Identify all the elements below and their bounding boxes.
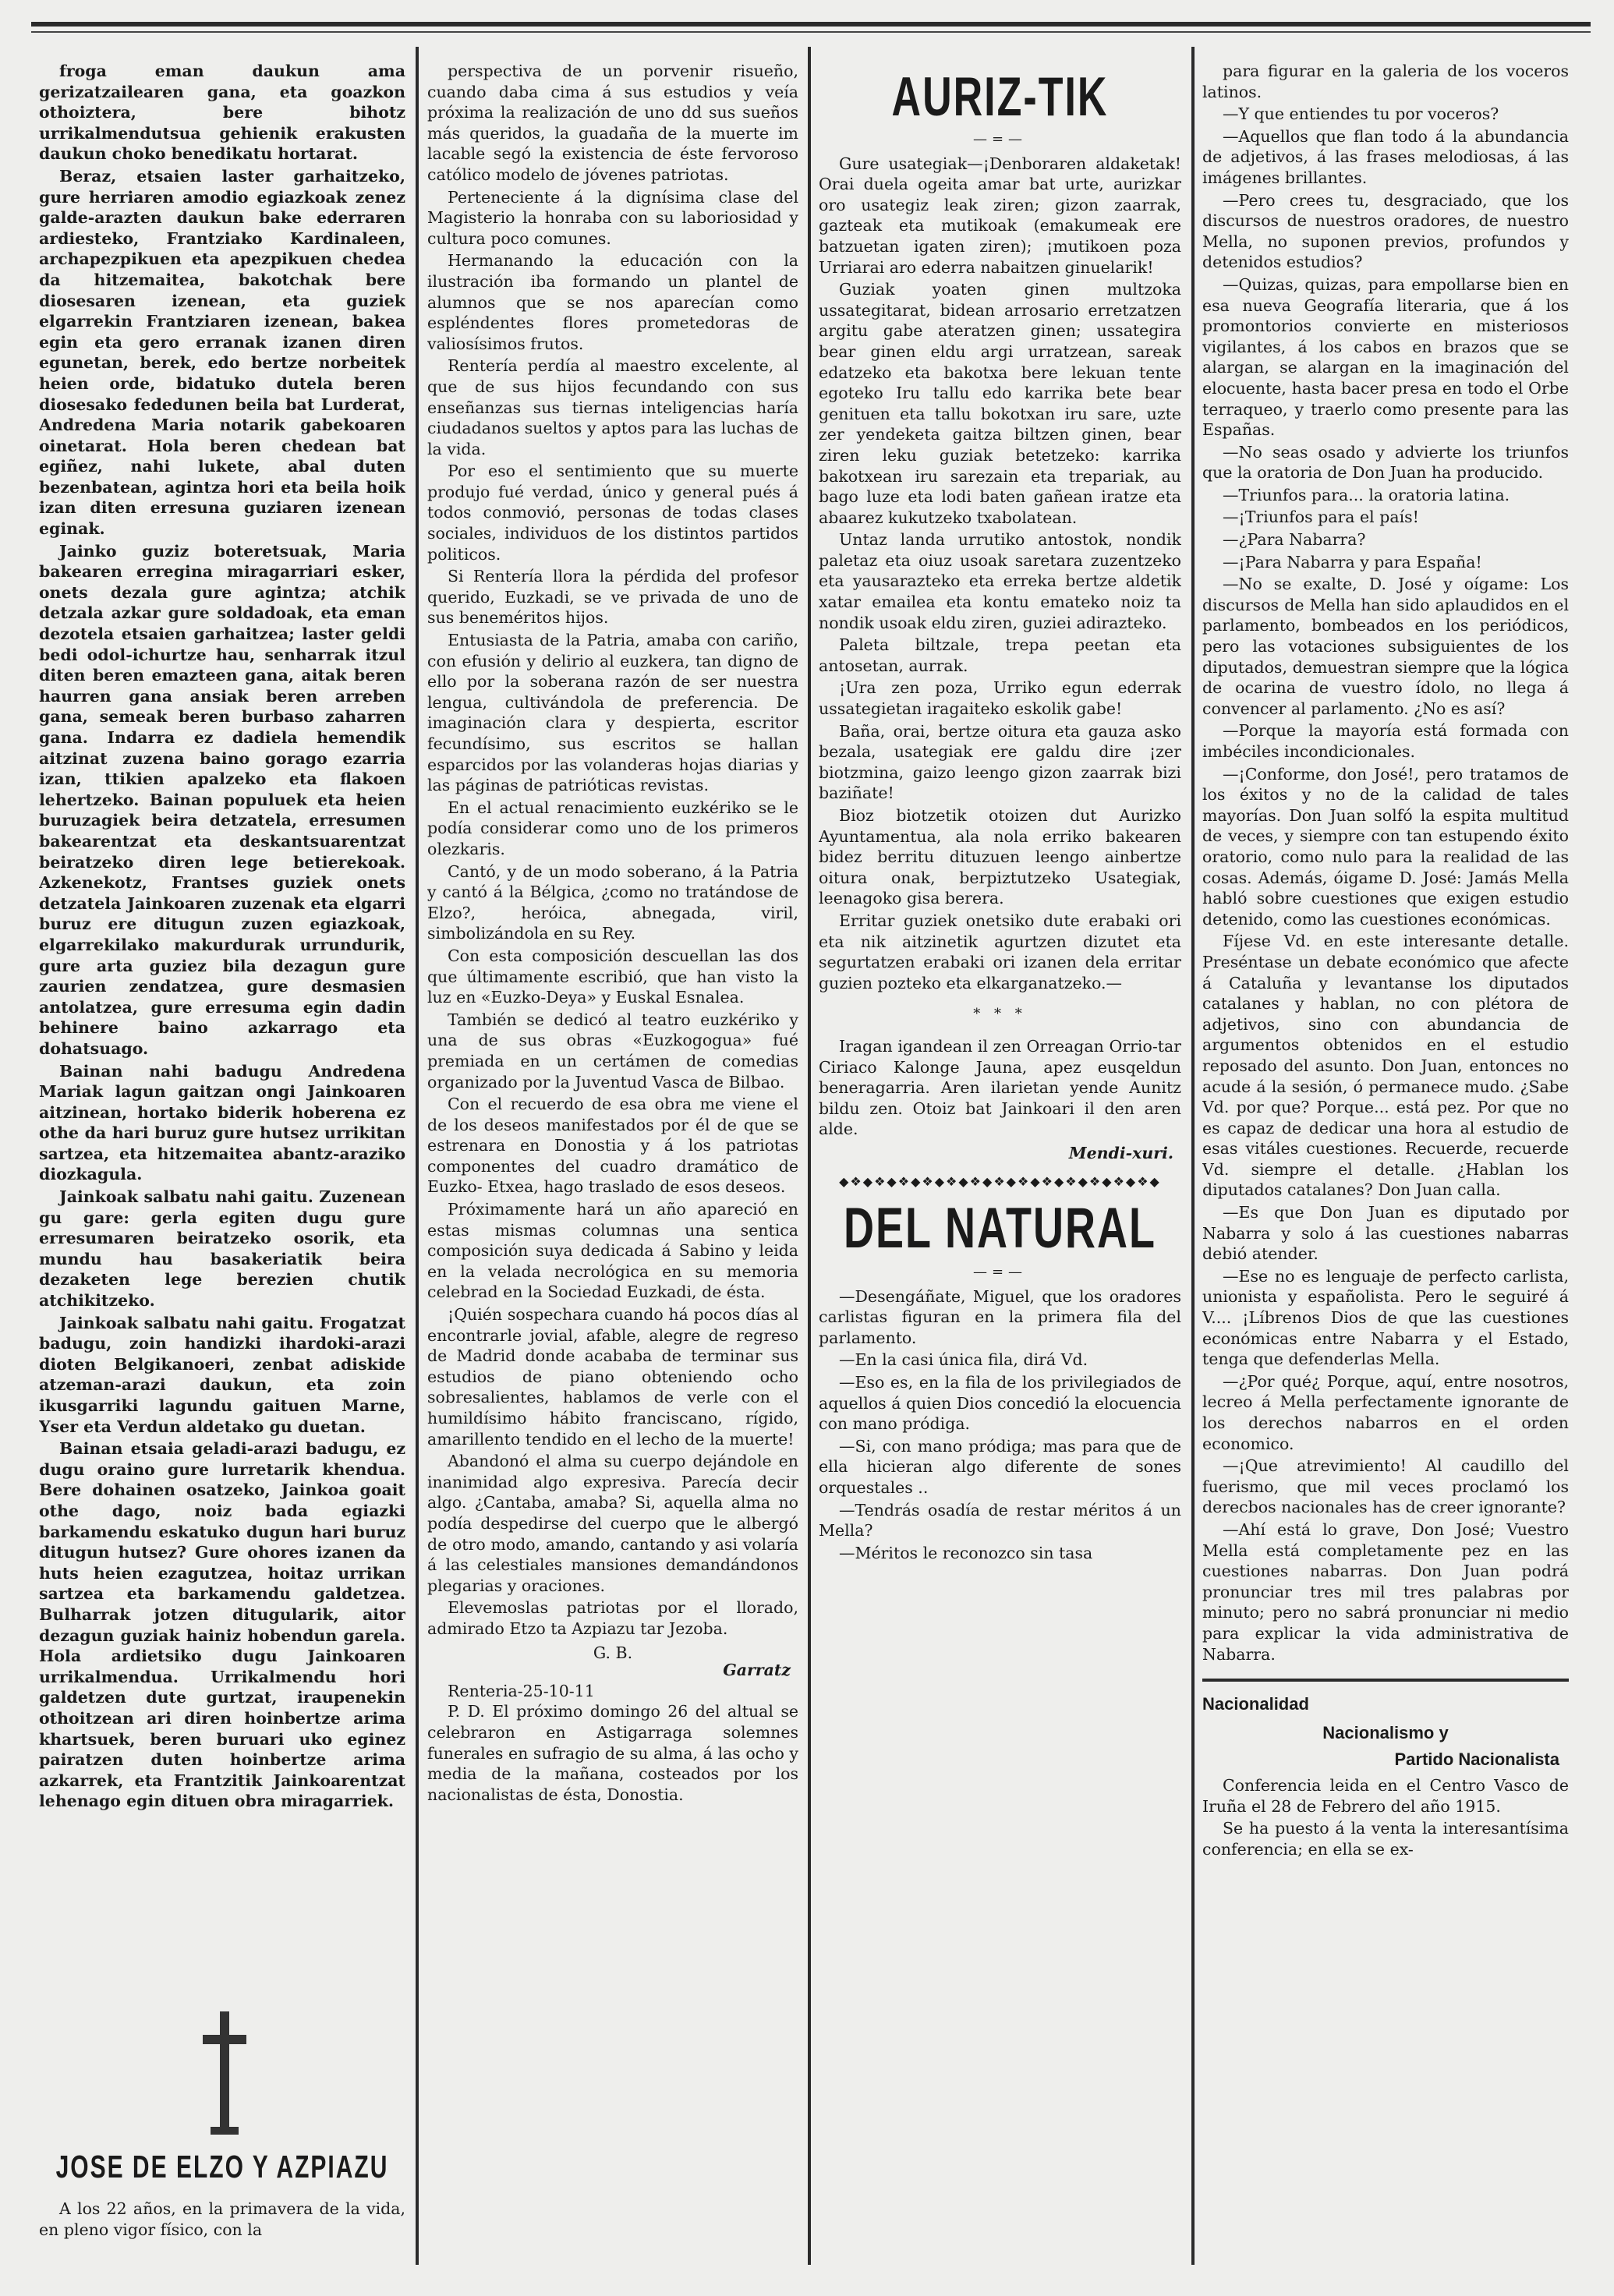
paragraph: Abandonó el alma su cuerpo dejándole en inanimidad algo expresiva. Parecía decir algo. ¿Cantaba, amaba? Si, aquella alma no podía despedirse del cuerpo que le albergó de otro modo, amando, cantando y asi volaría á las celestiales mansiones demandándonos plegarias y oraciones. [427,1452,798,1595]
dialogue-line: —En la casi única fila, dirá Vd. [839,1350,1088,1370]
column-rule-2 [808,47,811,2265]
paragraph: Bainan etsaia geladi-arazi badugu, ez dugu oraino gure lurretarik khendua. Bere dohainen osatzeko, Jainkoa goait othe dago, noiz bada egiazki barkamendu eskatuko dugun hari buruz ditugun hutsez? Gure ohores izanen da huts heien ezagutzea, hoitaz urrikan sartzea eta barkamendu galdetzea. Bulharrak jotzen ditugularik, aitor dezagun guziak hainiz hobendun garela. Hola ardietsiko dugu Jainkoaren urrikalmendua. Urrikalmendu hori galdetzen dute gurtzat, iraupenekin othoitzean ari diren hoinbertze arima khartsuek, beren buruari uko eginez pairatzen duten hoinbertze arima azkarrek, eta Frantzitik Jainkoarentzat lehenago egin dituen obra miragarriek. [39,1439,405,1811]
paragraph: froga eman daukun ama gerizatzailearen gana, eta goazkon othoiztera, bere bihotz urrikalmendutsua gehienik erakusten daukun choko benedikatu hortarat. [39,62,405,164]
paragraph: Baña, orai, bertze oitura eta gauza asko bezala, usategiak ere galdu dire ¡zer biotzmina, gaizo leengo gizon zaarrak bizi baziñate! [819,721,1181,803]
paragraph: También se dedicó al teatro euzkériko y una de sus obras «Euzkogogua» fué premiada en un certámen de comedias organizado por la Juventud Vasca de Bilbao. [427,1010,798,1091]
paragraph: Próximamente hará un año apareció en estas mismas columnas una sentica composición suya dedicada á Sabino y leida en la velada necrológica en su memoria celebrad en la Sociedad Euzkadi, de ésta. [427,1200,798,1302]
dialogue-line: —Triunfos para... la oratoria latina. [1223,485,1510,504]
paragraph: Iragan igandean il zen Orreagan Orrio-tar Ciriaco Kalonge Jauna, apez eusqeldun beneragarria. Aren ilarietan yende Aunitz bildu zen. Otoiz bat Jainkoari il den aren alde. [819,1036,1181,1139]
dialogue-line: —No seas osado y advierte los triunfos que la oratoria de Don Juan ha producido. [1202,442,1569,483]
obituary-initials: G. B. [593,1643,633,1662]
cross-icon [203,2011,250,2136]
dialogue-line: —No se exalte, D. José y oígame: Los discursos de Mella han sido aplaudidos en el parlamento, bombeados en los periódicos, pero las votaciones subsiguientes de los diputados, demuestran siempre que la lógica de ocarina de vuestro ídolo, no llega á convencer al parlamento. ¿No es así? [1202,575,1569,718]
paragraph: Por eso el sentimiento que su muerte produjo fué verdad, único y general pués á todos conmovió, personas de todas clases sociales, individuos de los distintos partidos politicos. [427,462,798,564]
paragraph: Hermanando la educación con la ilustración iba formando un plantel de alumnos que se nos aparecían como espléndentes flores prometedoras de valiosísimos frutos. [427,251,798,353]
dialogue-line: —Es que Don Juan es diputado por Nabarra y solo á las cuestiones nabarras debió atender. [1202,1203,1569,1264]
dialogue-line: para figurar en la galeria de los voceros latinos. [1202,62,1569,101]
dialogue-line: —Y que entiendes tu por voceros? [1223,104,1499,124]
paragraph: Rentería perdía al maestro excelente, al que de sus hijos fecundando con sus enseñanzas sus tiernas inteligencias haría ciudadanos sueltos y aptos para las luchas de la vida. [427,356,798,458]
auriz-tik-title: AURIZ-TIK [891,70,1109,129]
section-title-nacionalidad: Nacionalidad [1202,1694,1309,1714]
paragraph: Bainan nahi badugu Andredena Mariak lagun gaitzan ongi Jainkoaren aitzinean, hortako biderik hoberena ez othe da hari buruz gure hutsez urrikitan sartzea, eta hitzemaitea abantz-araziko diozkagula. [39,1061,405,1184]
paragraph: Se ha puesto á la venta la interesantísima conferencia; en ella se ex- [1202,1819,1569,1859]
column-2-obituary [427,61,798,2275]
section-rule [1202,1679,1569,1682]
title-divider-2: —=— [972,1264,1028,1281]
paragraph: Bioz biotzetik otoizen dut Aurizko Ayuntamentua, ala nola erriko bakearen bidez berritu dituzuen leengo ainbertze oitura onak, berpiztutzeko Usategiak, leenagoko gisa berera. [819,806,1181,908]
paragraph: Guziak yoaten ginen multzoka ussategitarat, bidean arrosario erretzatzen argitu gabe ateratzen ginen; ussategira bear ginen eldu argi urratzean, sareak edatzeko eta bakotxa bere lekuan tente egoteko Iru tallu edo karrika bete bear genituen eta tallu bokotxan iru sare, uzte zer yendeketa gaitza biltzen ginen, bear ziren leku guziak betetzeko: karrika bakotxean iru sarezain eta trepariak, au bago luze eta lodi baten gañean iratze eta abaarez kukutzeko txabolatean. [819,280,1181,527]
paragraph: Jainkoak salbatu nahi gaitu. Zuzenean gu gare: gerla egiten dugu gure erresumaren beiratzeko osorik, eta mundu hau basakeriatik beira dezaketen lege berezien chutik atchikitzeko. [39,1187,405,1311]
paragraph: Con esta composición descuellan las dos que últimamente escribió, que han visto la luz en «Euzko-Deya» y Euskal Esnalea. [427,946,798,1007]
paragraph: ¡Ura zen poza, Urriko egun ederrak ussategietan iragaiteko eskolik gabe! [819,678,1181,719]
dialogue-line: Fíjese Vd. en este interesante detalle. Preséntase un debate económico que afecte á Cataluña y levantanse los diputados catalanes y hablan, no con plétora de adjetivos, sino con abundancia de argumentos obtenidos en el estudio reposado del asunto. Don Juan, entonces no acude á la sesión, ó permanece mudo. ¿Sabe Vd. por que? Porque... está pez. Por que no es capaz de dedicar una hora al estudio de esas vitáles cuestiones. Recuerde, recuerde Vd. siempre el detalle. ¿Hablan los diputados catalanes? Don Juan calla. [1202,932,1569,1200]
dialogue-line: —Porque la mayoría está formada con imbéciles incondicionales. [1202,721,1569,761]
dialogue-line: —Méritos le reconozco sin tasa [839,1543,1093,1562]
dialogue-line: —¿Por qué¿ Porque, aquí, entre nosotros, lecreo á Mella perfectamente ignorante de los derechos nabarros en el orden economico. [1202,1371,1569,1453]
dialogue-line: —¿Para Nabarra? [1223,530,1366,550]
dialogue-line: —¡Que atrevimiento! Al caudillo del fuerismo, que mil veces proclamó los derecbos nacionales has de creer ignorante? [1202,1456,1569,1517]
paragraph: Cantó, y de un modo soberano, á la Patria y cantó á la Bélgica, ¿como no tratándose de Elzo?, heróica, abnegada, viril, simbolizándola en su Rey. [427,861,798,943]
paragraph: Elevemoslas patriotas por el llorado, admirado Etzo ta Azpiazu tar Jezoba. [427,1598,798,1638]
dialogue-line: —Eso es, en la fila de los privilegiados de aquellos á quien Dios concedió la elocuencia con mano pródiga. [819,1373,1181,1434]
dialogue-line: —Ese no es lenguaje de perfecto carlista, unionista y españolista. Pero le seguiré á V.... ¡Líbrenos Dios de que las cuestiones económicas entre Nabarra y el Estado, tenga que defenderlas Mella. [1202,1266,1569,1369]
paragraph: perspectiva de un porvenir risueño, cuando daba cima á sus estudios y veía próxima la realización de uno dd sus sueños más queridos, la guadaña de la muerte im lacable segó la existencia de éste fervoroso católico modelo de jóvenes patriotas. [427,62,798,184]
dialogue-line: —Desengáñate, Miguel, que los oradores carlistas figuran en la primera fila del parlamento. [819,1286,1181,1347]
dialogue-line: —Tendrás osadía de restar méritos á un Mella? [819,1500,1181,1541]
top-rule [31,22,1591,27]
auriz-signature: Mendi-xuri. [1068,1143,1173,1162]
paragraph: Entusiasta de la Patria, amaba con cariño, con efusión y delirio al euzkera, tan digno de ello por la soberana razón de ser nuestra lengua, cultivándola de preferencia. De imaginación clara y despierta, escritor fecundísimo, sus escritos se hallan esparcidos por las volanderas hojas diarias y las páginas de patrióticas revistas. [427,631,798,795]
paragraph: Jainko guziz boteretsuak, Maria bakearen erregina miragarriari esker, onets dezala gure agintza; atchik detzala azkar gure soldadoak, eta eman dezotela etsaien garhaitzea; laster geldi bedi odol-ichurtze hau, senharrak itzul diten beren emazteen gana, aitak beren haurren gana ansiak beren arreben gana, semeak beren burbaso zaharren gana. Indarra ez dadiela hemendik aitzinat zuzena baino gorago ezarria izan, ttikien apalzeko eta flakoen lehertzeko. Bainan populuek eta heien buruzagiek beira detzatela, erresumen bakearentzat eta deskantsuarentzat beiratzeko diren lege betierekoak. Azkenekotz, Frantses guziek onets detzatela Jainkoaren zuzenak eta elgarri buruz ere ditugun zuzen egiazkoak, elgarrekilako makurdurak urrundurik, gure arta guziez bila dezagun gure zaurien zendatzea, gure desmasien antolatzea, gure erresuma egin dadin behinere baino azkarrago eta dohatsuago. [39,541,405,1058]
paragraph: Jainkoak salbatu nahi gaitu. Frogatzat badugu, zoin handizki ihardoki-arazi dioten Belgikanoeri, zenbat adiskide atzeman-arazi daukun, eta zoin ikusgarriki lagundu gaituen Marne, Yser eta Verdun aldetako gu duetan. [39,1313,405,1436]
dialogue-line: —¡Conforme, don José!, pero tratamos de los éxitos y no de la calidad de tales mayorías. Don Juan solfó la espita multitud de veces, y siempre con tan estupendo éxito oratorio, como nulo para la realidad de las cosas. Además, óigame D. José: Jamás Mella habló sobre cuestiones que exigen estudio detenido, como las cuestiones económicas. [1202,764,1569,929]
elzo-title: JOSE DE ELZO Y AZPIAZU [55,2150,389,2185]
dialogue-line: —Ahí está lo grave, Don José; Vuestro Mella está completamente pez en las cuestiones nabarras. Don Juan podrá pronunciar tres mil tres palabras por minuto; pero no sabrá pronunciar ni medio para explicar la vida administrativa de Nabarra. [1202,1519,1569,1664]
obituary-signature: Garratz [723,1661,791,1680]
dialogue-line: —Quizas, quizas, para empollarse bien en esa nueva Geografía literaria, que á los promontorios convierte en misteriosos vigilantes, á los cabos en brazos que se alargan, se alargan en la imaginación del elocuente, hasta bacer presa en todo el Orbe terraqueo, y traerlo como presente para las Españas. [1202,274,1569,440]
column-rule-3 [1191,47,1195,2265]
column-rule-1 [416,47,419,2265]
paragraph: Erritar guziek onetsiko dute erabaki ori eta nik aitzinetik agurtzen dizutet eta segurtatzen erabaki ori izanen dela erritar guzien pozteko eta elkarganatzeko.— [819,911,1181,992]
elzo-intro: A los 22 años, en la primavera de la vida, en pleno vigor físico, con la [39,2199,405,2239]
column-4 [1202,61,1569,2275]
paragraph: Con el recuerdo de esa obra me viene el de los deseos manifestados por él de que se estrenara en Donostia y á los patriotas componentes del cuadro dramático de Euzko- Etxea, hago traslado de esos deseos. [427,1095,798,1197]
paragraph: Si Rentería llora la pérdida del profesor querido, Euzkadi, se ve privada de uno de sus beneméritos hijos. [427,567,798,628]
paragraph: Beraz, etsaien laster garhaitzeko, gure herriaren amodio egiazkoak zenez galde-arazten daukun bake ederraren ardiesteko, Frantziako Kardinaleen, archapezpikuen eta apezpikuen chedea da hitzemaitea, bakotchak bere diosesaren izenean, eta guziek elgarrekin Frantziaren izenean, bakea egin eta gero erranak izanen diren egunetan, berek, edo bertze norbeitek heien orde, bidatuko dutela beren diosesako fededunen beila bat Lurderat, Andredena Maria notarik gabekoaren oinetarat. Hola beren chedean bat egiñez, nahi lukete, abal duten bezenbatean, agintza hori eta beila hoik izan diten erresuna guziaren izenean eginak. [39,166,405,539]
paragraph: Paleta biltzale, trepa peetan eta antosetan, aurrak. [819,635,1181,675]
title-divider: —=— [972,131,1028,147]
dialogue-line: —¡Triunfos para el país! [1223,508,1419,527]
dialogue-line: —¡Para Nabarra y para España! [1223,552,1482,571]
paragraph: Perteneciente á la dignísima clase del Magisterio la honraba con su laboriosidad y cultura poco comunes. [427,187,798,248]
paragraph: Conferencia leida en el Centro Vasco de Iruña el 28 de Febrero del año 1915. [1202,1775,1569,1816]
paragraph: ¡Quién sospechara cuando há pocos días al encontrarle jovial, afable, alegre de regreso de Madrid donde acababa de terminar sus estudios de piano obteniendo ocho sobresalientes, hablamos de verle con el humildísimo hábito franciscano, rígido, amarillento tendido en el lecho de la muerte! [427,1305,798,1449]
paragraph: Untaz landa urrutiko antostok, nondik paletaz eta oiuz usoak saretara zuzentzeko eta yausarazteko eta erreka bertze aldetik xatar emailea eta kontu emateko noiz ta nondik usoak eldu ziren, guziei adirazteko. [819,530,1181,632]
elzo-notice [39,2011,405,2277]
chain-ornament: ◆❖◆❖◆❖◆❖◆❖◆❖◆❖◆❖◆❖◆❖◆❖◆❖◆❖◆ [839,1173,1161,1189]
top-rule-thin [31,31,1591,33]
subtitle-partido: Partido Nacionalista [1394,1749,1559,1770]
dialogue-line: —Aquellos que flan todo á la abundancia de adjetivos, á las frases melodiosas, á las imágenes brillantes. [1202,126,1569,187]
paragraph: En el actual renacimiento euzkériko se le podía considerar como uno de los primeros olezkaris. [427,798,798,858]
obituary-postscript: P. D. El próximo domingo 26 del altual se celebraron en Astigarraga solemnes funerales en sufragio de su alma, á las ocho y media de la mañana, costeados por los nacionalistas de ésta, Donostia. [427,1702,798,1804]
paragraph: Gure usategiak—¡Denboraren aldaketak! Orai duela ogeita amar bat urte, aurizkar oro usategiz leak ziren; gizon zaarrak, gazteak eta mutikoak (emakumeak ere batzuetan igaten ziren); ¡mutikoen poza Urriarai aro ederra nabaitzen ginuelarik! [819,154,1181,277]
del-natural-title: DEL NATURAL [844,1197,1156,1261]
dialogue-line: —Pero crees tu, desgraciado, que los discursos de nuestros oradores, de nuestro Mella, no suponen previos, profundos y detenidos estudios? [1202,190,1569,272]
column-1-basque-text [39,61,405,2010]
dialogue-line: —Si, con mano pródiga; mas para que de ella hicieran algo diferente de sones orquestales .. [819,1436,1181,1498]
obituary-place-date: Renteria-25-10-11 [448,1681,595,1700]
subtitle-nacionalismo: Nacionalismo y [1322,1722,1449,1742]
column-3 [819,70,1181,2284]
stars-divider: * * * [973,1006,1027,1023]
